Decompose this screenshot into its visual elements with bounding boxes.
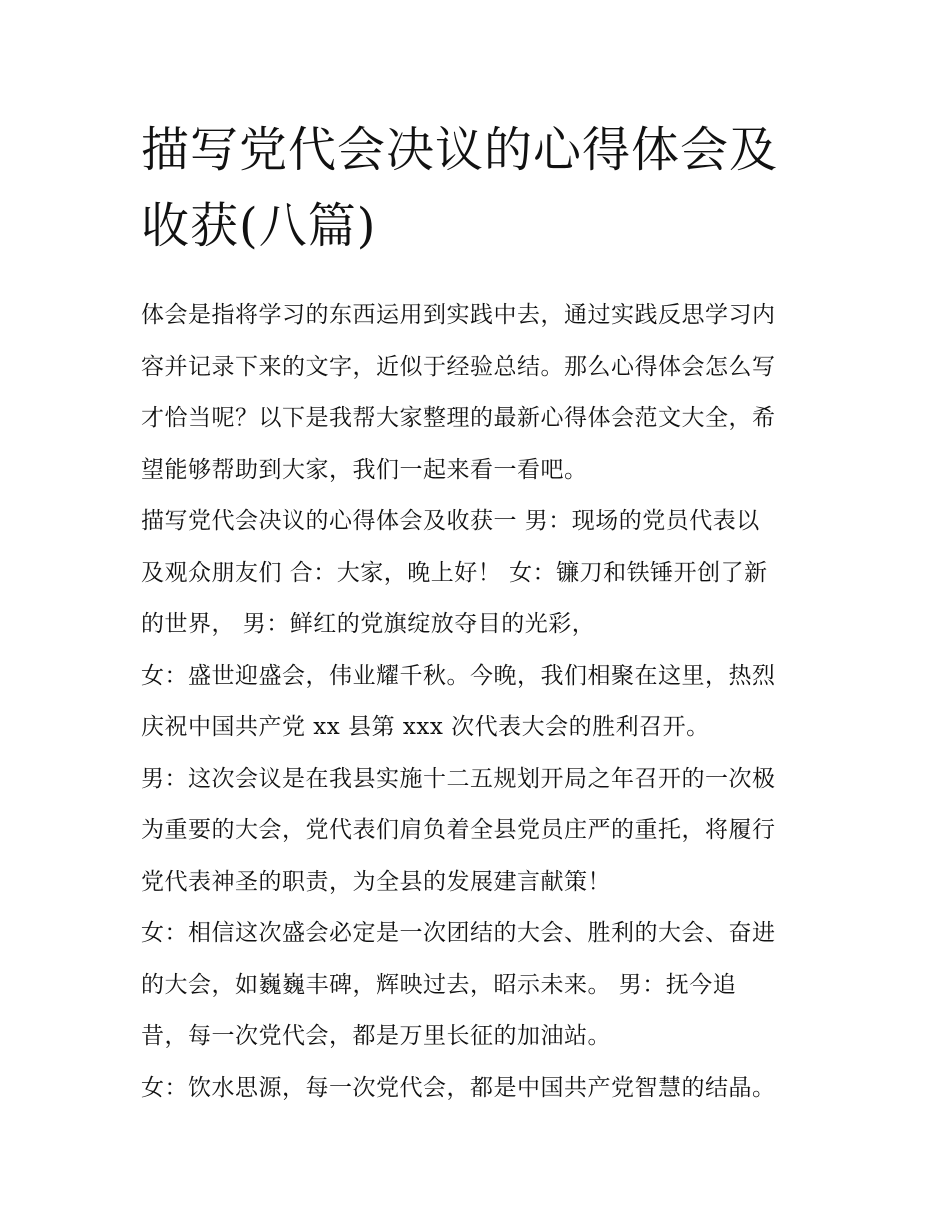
- document-title: [141, 0, 813, 264]
- title-line-2: 收获(八篇): [141, 198, 377, 254]
- document-page: [141, 0, 813, 1114]
- paragraph-section-1-opening: [141, 496, 813, 651]
- title-line-1: 描写党代会决议的心得体会及: [141, 122, 779, 178]
- text-line: 描写党代会决议的心得体会及收获一 男：现场的党员代表以: [141, 508, 760, 534]
- text-line: 才恰当呢？以下是我帮大家整理的最新心得体会范文大全，希: [141, 405, 776, 431]
- text-line: 男：这次会议是在我县实施十二五规划开局之年召开的一次极: [141, 765, 776, 792]
- text-line: 及观众朋友们 合：大家，晚上好！ 女：镰刀和铁锤开创了新: [141, 559, 768, 586]
- paragraph-female-host-3: [141, 1063, 813, 1115]
- text-line: 党代表神圣的职责，为全县的发展建言献策！: [141, 868, 611, 895]
- text-line: 的大会，如巍巍丰碑，辉映过去，昭示未来。 男：抚今追: [141, 971, 737, 998]
- text-line: 体会是指将学习的东西运用到实践中去，通过实践反思学习内: [141, 302, 776, 328]
- text-line: 的世界， 男：鲜红的党旗绽放夺目的光彩，: [141, 611, 596, 637]
- paragraph-female-host-1: [141, 651, 813, 754]
- text-line: 昔，每一次党代会，都是万里长征的加油站。: [141, 1023, 611, 1049]
- paragraph-intro: [141, 290, 813, 496]
- text-line: 望能够帮助到大家，我们一起来看一看吧。: [141, 456, 588, 483]
- paragraph-male-host-1: [141, 754, 813, 909]
- paragraph-female-host-2: [141, 908, 813, 1063]
- text-line: 庆祝中国共产党 xx 县第 xxx 次代表大会的胜利召开。: [141, 714, 710, 740]
- text-line: 女：相信这次盛会必定是一次团结的大会、胜利的大会、奋进: [141, 920, 776, 946]
- text-line: 女：盛世迎盛会，伟业耀千秋。今晚，我们相聚在这里，热烈: [141, 662, 776, 689]
- document-body: [141, 290, 813, 1114]
- text-line: 女：饮水思源，每一次党代会，都是中国共产党智慧的结晶。: [141, 1074, 776, 1101]
- text-line: 为重要的大会，党代表们肩负着全县党员庄严的重托，将履行: [141, 817, 776, 843]
- text-line: 容并记录下来的文字，近似于经验总结。那么心得体会怎么写: [141, 353, 776, 380]
